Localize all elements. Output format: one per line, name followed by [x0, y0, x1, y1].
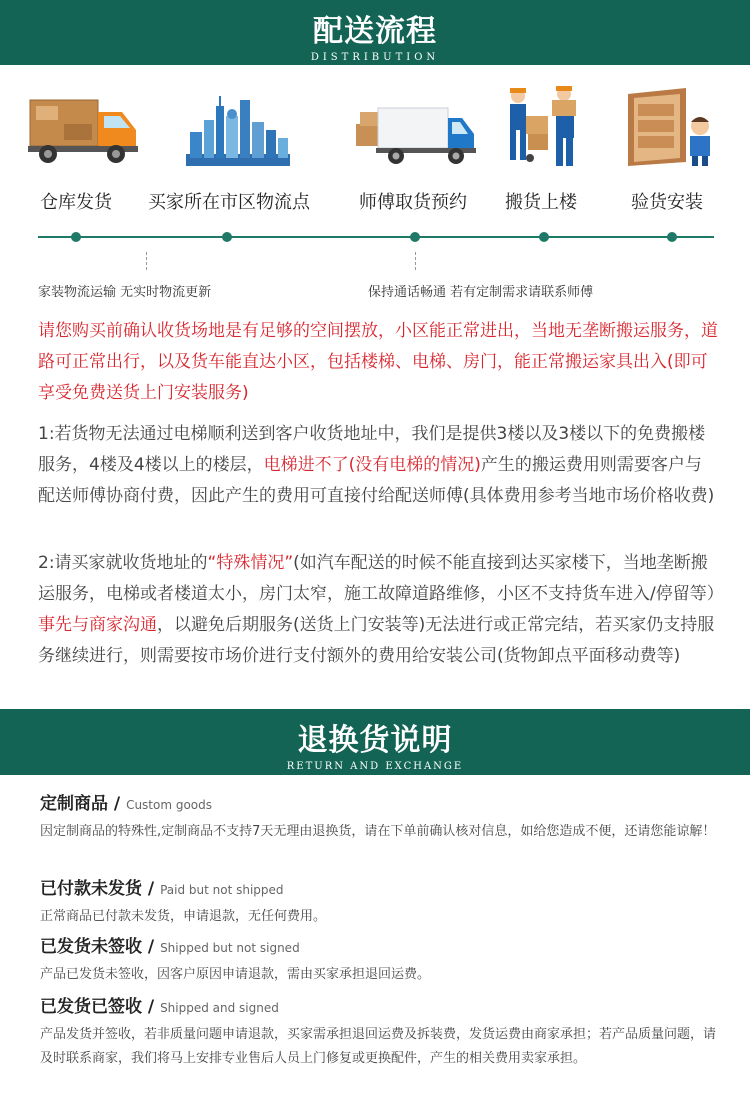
timeline-connector [146, 252, 147, 270]
section-subtitle: Shipped and signed [160, 1001, 279, 1015]
clause-2-text: 2:请买家就收货地址的 [38, 553, 208, 573]
section-subtitle: Custom goods [126, 798, 213, 812]
clause-1-text-cont: 产生的搬运费用则需要客户与配送师傅协商付费，因此产生的费用可直接付给配送师傅(具体费用参考当地市场价格收费) [38, 455, 715, 506]
clause-2-highlight-special: “特殊情况” [207, 553, 294, 573]
note-logistics: 家装物流运输 无实时物流更新 [38, 285, 212, 300]
section-title: 定制商品 [40, 794, 108, 814]
cabinet-install-icon [626, 88, 716, 168]
section-paid-not-shipped: 已付款未发货 / Paid but not shipped 正常商品已付款未发货，申请退款，无任何费用。 [40, 874, 720, 929]
return-subtitle: RETURN AND EXCHANGE [286, 761, 464, 772]
timeline-dot [410, 232, 420, 242]
section-title: 已发货已签收 [40, 997, 142, 1017]
timeline-dot [667, 232, 677, 242]
delivery-clause-2 [38, 548, 724, 672]
section-body: 正常商品已付款未发货，申请退款，无任何费用。 [40, 909, 327, 924]
step-label-city-logistics: 买家所在市区物流点 [148, 192, 310, 213]
section-subtitle: Shipped but not signed [160, 941, 300, 955]
cargo-truck-icon [352, 104, 478, 166]
timeline-dot [71, 232, 81, 242]
step-label-inspect-install: 验货安装 [631, 192, 703, 213]
section-body: 因定制商品的特殊性,定制商品不支持7天无理由退换货，请在下单前确认核对信息，如给您造成不便，还请您能谅解！ [40, 824, 716, 839]
city-skyline-icon [186, 96, 290, 166]
section-title: 已付款未发货 [40, 879, 142, 899]
distribution-title: 配送流程 [313, 14, 437, 49]
delivery-truck-icon [28, 98, 140, 166]
clause-2-highlight-contact: 事先与商家沟通 [38, 615, 157, 635]
return-title: 退换货说明 [297, 723, 453, 758]
step-label-carry-upstairs: 搬货上楼 [505, 192, 577, 213]
delivery-clause-1 [38, 419, 718, 512]
return-banner [0, 709, 750, 775]
step-label-warehouse: 仓库发货 [40, 192, 112, 213]
distribution-subtitle: DISTRIBUTION [310, 52, 440, 63]
notice-red: 请您购买前确认收货场地是有足够的空间摆放，小区能正常进出，当地无垄断搬运服务，道路可正常出行，以及货车能直达小区，包括楼梯、电梯、房门，能正常搬运家具出入(即可享受免费送货上门安装服务) [38, 321, 718, 403]
timeline-connector [415, 252, 416, 270]
section-body: 产品发货并签收，若非质量问题申请退款，买家需承担退回运费及拆装费，发货运费由商家承担；若产品质量问题，请及时联系商家，我们将马上安排专业售后人员上门修复或更换配件，产生的相关费用卖家承担。 [40, 1027, 717, 1066]
section-body: 产品已发货未签收，因客户原因申请退款，需由买家承担退回运费。 [40, 967, 431, 982]
section-custom-goods: 定制商品 / Custom goods 因定制商品的特殊性,定制商品不支持7天无理由退换货，请在下单前确认核对信息，如给您造成不便，还请您能谅解！ [40, 789, 720, 844]
movers-icon [500, 86, 584, 168]
note-keep-phone: 保持通话畅通 若有定制需求请联系师傅 [368, 285, 594, 300]
section-shipped-not-signed: 已发货未签收 / Shipped but not signed 产品已发货未签收，因客户原因申请退款，需由买家承担退回运费。 [40, 932, 720, 987]
timeline-dot [222, 232, 232, 242]
clause-2-text-cont: (如汽车配送的时候不能直接到达买家楼下，当地垄断搬运服务，电梯或者楼道太小，房门太窄，施工故障道路维修，小区不支持货车进入/停留等） [38, 553, 724, 604]
step-label-pickup-appointment: 师傅取货预约 [359, 192, 467, 213]
clause-1-highlight: 电梯进不了(没有电梯的情况) [263, 455, 481, 475]
clause-2-text-end: ，以避免后期服务(送货上门安装等)无法进行或正常完结，若买家仍支持服务继续进行，则需要按市场价进行支付额外的费用给安装公司(货物卸点平面移动费等) [38, 615, 715, 666]
section-subtitle: Paid but not shipped [160, 883, 284, 897]
clause-1-text: 1:若货物无法通过电梯顺利送到客户收货地址中，我们是提供3楼以及3楼以下的免费搬楼服务，4楼及4楼以上的楼层， [38, 424, 706, 475]
section-shipped-and-signed: 已发货已签收 / Shipped and signed 产品发货并签收，若非质量问题申请退款，买家需承担退回运费及拆装费，发货运费由商家承担；若产品质量问题，请及时联系商家，我们将马上安排专业售后人员上门修复或更换配件，产生的相关费用卖家承担。 [40, 992, 720, 1071]
timeline-line [38, 236, 714, 238]
timeline-dot [539, 232, 549, 242]
section-title: 已发货未签收 [40, 937, 142, 957]
